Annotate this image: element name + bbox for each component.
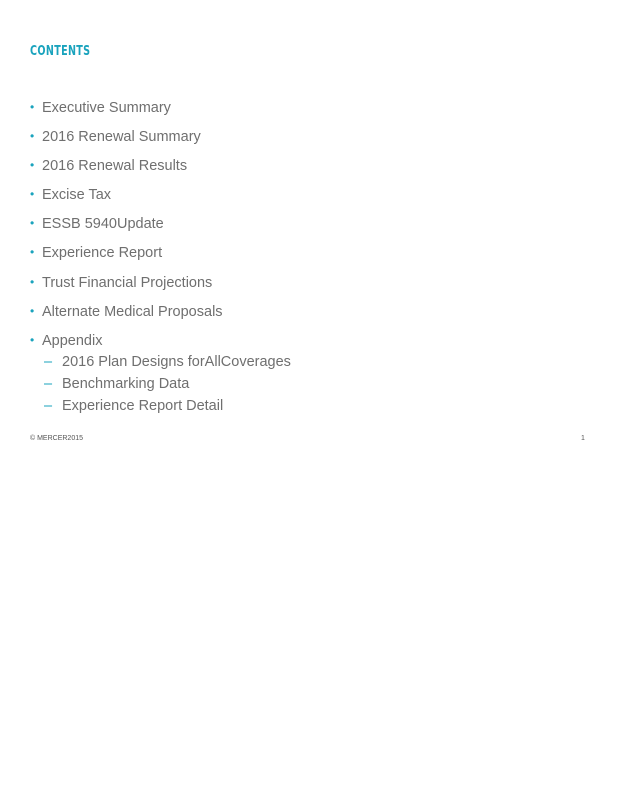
toc-item-label: 2016 Renewal Results — [42, 158, 188, 174]
toc-subitem-label: Experience Report Detail — [62, 398, 224, 414]
toc-item-executive-summary — [30, 100, 171, 116]
toc-subitem-plan-designs — [44, 354, 291, 370]
toc-item-renewal-summary — [30, 129, 201, 145]
bullet-icon: • — [30, 333, 35, 347]
toc-item-label: Excise Tax — [42, 187, 112, 203]
bullet-icon: • — [30, 216, 35, 230]
footer-copyright: © MERCER2015 — [30, 435, 84, 442]
toc-subitem-benchmarking-data — [44, 376, 189, 392]
dash-icon: – — [44, 376, 53, 392]
toc-item-experience-report — [30, 245, 162, 261]
bullet-icon: • — [30, 158, 35, 172]
dash-icon: – — [44, 398, 53, 414]
toc-subitem-experience-report-detail — [44, 398, 223, 414]
bullet-icon: • — [30, 187, 35, 201]
toc-item-label: Executive Summary — [42, 100, 171, 116]
toc-item-label: 2016 Renewal Summary — [42, 129, 201, 145]
bullet-icon: • — [30, 129, 35, 143]
toc-item-label: Appendix — [42, 333, 103, 349]
page-title: CONTENTS — [30, 44, 91, 59]
bullet-icon: • — [30, 304, 35, 318]
dash-icon: – — [44, 354, 53, 370]
toc-item-renewal-results — [30, 158, 187, 174]
toc-item-trust-financial-projections — [30, 275, 212, 291]
toc-item-label: Experience Report — [42, 245, 163, 261]
toc-item-appendix — [30, 333, 102, 349]
toc-item-label: Alternate Medical Proposals — [42, 304, 223, 320]
toc-item-alternate-medical-proposals — [30, 304, 223, 320]
toc-item-essb-update — [30, 216, 164, 232]
toc-subitem-label: Benchmarking Data — [62, 376, 190, 392]
bullet-icon: • — [30, 100, 35, 114]
page-number: 1 — [581, 435, 585, 442]
toc-item-excise-tax — [30, 187, 111, 203]
toc-item-label: Trust Financial Projections — [42, 275, 213, 291]
bullet-icon: • — [30, 275, 35, 289]
toc-item-label: ESSB 5940Update — [42, 216, 164, 232]
toc-subitem-label: 2016 Plan Designs forAllCoverages — [62, 354, 291, 370]
bullet-icon: • — [30, 245, 35, 259]
